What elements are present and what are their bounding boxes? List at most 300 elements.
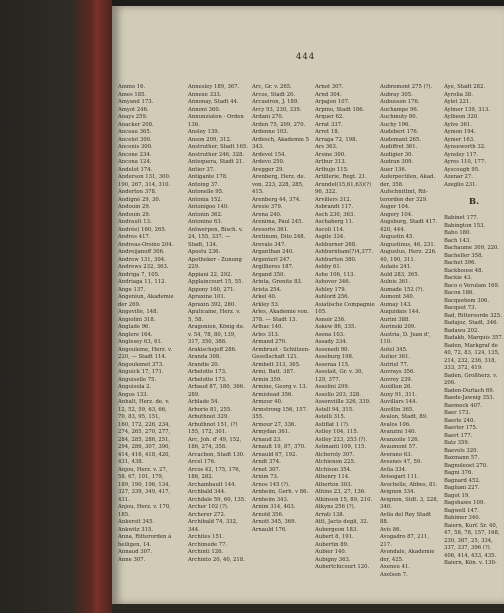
index-entry: Bacquehem 306.: [444, 297, 490, 304]
index-entry: Assonviille 326, 339.: [315, 399, 371, 405]
index-entry: der, 358.: [380, 181, 404, 188]
index-entry: Asseburg 198.: [315, 354, 354, 360]
index-entry: der 269.: [118, 301, 141, 308]
index-entry: [444, 189, 504, 197]
index-entry: Atcheroly 307.: [315, 451, 355, 458]
index-entry: Atherton 303.: [315, 481, 353, 488]
index-entry: Aubremont 275 (?).: [380, 84, 433, 90]
index-entry: Applaincourt 15, 55.: [188, 279, 244, 285]
index-entry: v. 54, 78, 80, 139,: [188, 331, 236, 338]
index-entry: Astley 104, 115.: [315, 429, 359, 435]
index-entry: Andres 417.: [118, 234, 151, 240]
index-entry: Bagliani 227.: [444, 485, 480, 491]
index-entry: Assolini 299.: [315, 384, 350, 390]
index-entry: Anstruther 246, 328.: [188, 151, 245, 158]
index-entry: Baevels 320.: [444, 447, 479, 454]
index-entry: Auxillon 26.: [380, 384, 413, 390]
index-entry: 355.: [252, 414, 264, 420]
index-entry: Aretinum, Dito 248.: [252, 234, 306, 240]
index-entry: 378. — Stadt 13.: [252, 316, 298, 323]
index-entry: Baiern, Kön. v. 130-: [444, 560, 497, 566]
index-entry: Aresio 379.: [252, 204, 283, 210]
index-entry: Baede-Jawnig 353.: [444, 395, 495, 401]
index-column-3: [252, 84, 314, 534]
index-entry: Annonay, Stadt 44.: [188, 99, 239, 105]
index-entry: Argenterl 247.: [252, 256, 292, 263]
index-entry: Archambault 144.: [188, 481, 237, 488]
index-entry: Avisogart 111.: [380, 474, 419, 480]
index-entry: 40, 72, 83, 124, 135,: [444, 350, 500, 356]
index-entry: Ascoli 114.: [315, 226, 345, 233]
index-entry: terorden der 329.: [380, 196, 428, 203]
index-entry: 415.: [252, 189, 264, 195]
index-entry: Arnaud 23.: [252, 436, 282, 443]
index-column-1: [118, 84, 182, 564]
index-entry: Arbelotte 173.: [188, 376, 227, 383]
index-entry: Backhouse 48.: [444, 267, 484, 274]
index-entry: Arc, Gr. v. 265.: [252, 84, 292, 90]
index-entry: Baden, Markgraf de: [444, 342, 498, 349]
red-binding-edge: [74, 0, 112, 613]
index-entry: Arena 240.: [252, 211, 282, 218]
index-entry: Anguiselle 75.: [118, 376, 157, 383]
index-entry: Antier 37.: [188, 166, 215, 173]
index-entry: Antonelle 95.: [188, 189, 224, 195]
index-entry: 333, 372, 419.: [444, 365, 483, 371]
index-entry: Aubergeon 183.: [315, 526, 358, 533]
index-entry: Antwerpen, Bisch. v.: [188, 226, 243, 233]
index-entry: Axelson 7.: [380, 571, 408, 578]
index-entry: Arakischejeff 286.: [188, 346, 237, 353]
index-entry: Aubertin 89.: [315, 541, 349, 548]
index-entry: Baden-Durlach 69.: [444, 387, 495, 394]
index-entry: Aubier 140.: [315, 549, 347, 555]
index-entry: Arndt 374.: [252, 459, 281, 465]
index-entry: Arbuthnot 151, (?): [188, 421, 238, 428]
index-entry: Auld 283, 365.: [380, 271, 420, 278]
index-entry: Anays 259.: [118, 114, 148, 120]
index-entry: Avochelle, Abbes, 81.: [380, 481, 438, 488]
index-entry: Anderson 131, 300.: [118, 174, 171, 180]
index-entry: Arpajon 107.: [315, 99, 350, 105]
index-entry: Aufschnittmt, Rit-: [380, 189, 428, 195]
index-entry: Andriaga 11, 112.: [118, 279, 167, 285]
index-entry: 214, 232, 236, 318,: [444, 357, 497, 364]
index-entry: Aragonien, König de.: [188, 324, 245, 330]
index-entry: Asbrandt 117.: [315, 204, 354, 210]
index-entry: Angouleme, Herz. v.: [118, 346, 173, 353]
index-entry: Astley 223, 253 (?).: [315, 436, 368, 443]
index-entry: 340.: [380, 504, 392, 510]
index-entry: 96, 322.: [315, 189, 337, 195]
index-entry: Antequera, Stadt 21.: [188, 159, 245, 165]
index-entry: Arnott 345, 369.: [252, 519, 297, 525]
index-entry: Annexe 333.: [188, 91, 222, 98]
index-entry: Anguisola 2.: [118, 384, 152, 390]
index-entry: Andouin 29.: [118, 204, 151, 210]
index-entry: Azenar 27.: [444, 174, 473, 180]
index-entry: Arkel 40.: [252, 294, 277, 300]
index-entry: Armbelt 313, 365.: [252, 361, 301, 368]
index-entry: Andouin 29.: [118, 211, 151, 218]
index-entry: Augery 104.: [380, 211, 413, 218]
index-entry: Armand 270.: [252, 339, 287, 345]
index-entry: Andrews 232, 363.: [118, 264, 169, 270]
index-entry: Arcos, Stadt 20.: [252, 91, 296, 98]
index-entry: Ayscough 95.: [444, 166, 480, 173]
index-entry: Angeville, 148.: [118, 309, 159, 315]
index-entry: Badakh, Marquis 357.: [444, 335, 504, 341]
index-entry: Ardevo 250.: [252, 159, 285, 165]
page-number: 444: [296, 52, 316, 62]
index-entry: Anacker 208.: [118, 121, 154, 128]
index-entry: Amyand 173.: [118, 99, 154, 105]
index-entry: Antonine 63.: [188, 219, 223, 225]
index-entry: Arnauld 67, 192.: [252, 451, 298, 458]
index-entry: Autriel 77.: [380, 361, 409, 368]
index-entry: Arrat 337.: [315, 121, 343, 128]
index-entry: Annunziaten - Orden: [188, 114, 244, 120]
index-column-6: [444, 84, 504, 568]
index-entry: Babo 180.: [444, 230, 472, 236]
index-entry: Antonin 362.: [188, 211, 223, 218]
index-entry: Arsine 300.: [315, 151, 346, 158]
index-entry: Stadt, 134.: [188, 241, 218, 248]
index-entry: Ayrolia 38.: [444, 91, 473, 98]
index-entry: Attl, Jacto degli, 32.: [315, 519, 369, 525]
index-entry: Archinti 126.: [188, 549, 224, 555]
index-entry: Bagni 376.: [444, 470, 474, 476]
index-entry: Assady 334.: [315, 339, 348, 345]
index-entry: Aschaberg 11.: [315, 219, 354, 225]
index-entry: Azeglio 231.: [444, 181, 478, 188]
index-entry: Anhalt, Herz. de. v.: [118, 399, 170, 405]
index-entry: Atkyns 256 (?).: [315, 504, 356, 510]
index-entry: Arnault 19, 87, 370.: [252, 444, 306, 450]
index-entry: Bacheller 358.: [444, 252, 484, 259]
index-column-4: [315, 84, 375, 572]
index-entry: Aylet 221.: [444, 99, 472, 105]
index-entry: Arden 75, 209, 270.: [252, 121, 306, 128]
index-entry: Angoulemet 373.: [118, 361, 164, 368]
index-entry: Bagnard 452.: [444, 477, 481, 484]
index-entry: Avila 334.: [380, 466, 407, 473]
index-entry: Arganthan 240.: [252, 249, 294, 255]
index-entry: Arthujo 115.: [315, 166, 349, 173]
index-entry: Auer 136.: [380, 166, 407, 173]
index-entry: Baert 177.: [444, 432, 473, 439]
index-entry: Antigante 178.: [188, 174, 228, 180]
index-entry: Ange 137.: [118, 286, 146, 293]
index-entry: Appiani 22, 292.: [188, 271, 233, 278]
index-entry: Auchy 196.: [380, 121, 411, 128]
index-entry: Audran 309.: [380, 159, 414, 165]
index-entry: Andigné 29, 30.: [118, 196, 161, 203]
index-entry: Aylbeon 320.: [444, 114, 479, 120]
index-entry: 47, 58, 78, 157, 168,: [444, 530, 500, 536]
index-entry: Antonigoo 140.: [188, 204, 229, 210]
index-entry: 284, 285, 286, 251,: [118, 436, 171, 443]
index-entry: Ashburnham(?)4,377.: [315, 249, 374, 255]
index-entry: Appony 160, 271.: [188, 286, 236, 293]
index-entry: Armydan 361.: [252, 429, 290, 435]
index-entry: Arles 313.: [252, 331, 280, 338]
index-entry: Arnot 307.: [315, 84, 344, 90]
index-entry: Bagot 19.: [444, 492, 470, 499]
index-entry: Archdale 59, 60, 135.: [188, 496, 246, 503]
index-entry: 24, 155, 337. —: [188, 234, 231, 240]
index-entry: Avaumont 57.: [380, 444, 418, 450]
index-entry: 12, 52, 59, 63, 66,: [118, 406, 167, 413]
index-entry: Arret 18.: [315, 129, 340, 135]
index-entry: Audebert 176.: [380, 129, 419, 135]
index-entry: Auvillin 365.: [380, 406, 414, 413]
index-entry: Astelli 315.: [315, 414, 346, 420]
index-entry: Apotheker - Zunung: [188, 256, 242, 263]
index-entry: Aulaiis 241.: [380, 264, 412, 270]
index-entry: Aurini 388.: [380, 316, 411, 323]
index-entry: Argand 350.: [252, 271, 286, 278]
index-entry: Avignon 334.: [380, 489, 416, 495]
index-entry: 186, 282.: [188, 474, 214, 480]
index-entry: Arista 254.: [252, 286, 282, 293]
index-entry: 274, 265, 270, 277,: [118, 429, 171, 435]
index-entry: Bad, Rittersorde 325.: [444, 312, 502, 319]
index-entry: Aubigny 363.: [315, 556, 351, 563]
index-entry: Arnold 356.: [252, 511, 284, 518]
index-entry: Annoni 360.: [188, 106, 221, 113]
index-column-5: [380, 84, 440, 579]
index-entry: Andriga 7, 105.: [118, 271, 160, 278]
index-entry: Arcy 93, 230, 339.: [252, 106, 302, 113]
index-entry: Arnheim 343.: [252, 496, 289, 503]
index-entry: Aynsley 117.: [444, 151, 479, 158]
index-entry: Anjou, Herz. v. 27,: [118, 466, 168, 473]
index-entry: 5, 58.: [188, 316, 204, 323]
index-entry: Arblade 54.: [188, 399, 220, 405]
index-entry: 344.: [188, 526, 200, 533]
index-entry: Asona 103.: [315, 331, 345, 338]
index-entry: Arnd 304.: [315, 91, 342, 98]
index-entry: 110.: [380, 339, 392, 345]
index-entry: Annaud 307.: [118, 549, 153, 555]
index-entry: Ankersit 345.: [118, 519, 155, 525]
index-entry: Babington 153.: [444, 222, 486, 229]
index-entry: Aulnis 361.: [380, 279, 411, 285]
index-entry: Bach 143.: [444, 237, 471, 244]
index-entry: 289.: [188, 391, 200, 398]
index-entry: Aubert 8, 191.: [315, 534, 354, 540]
index-entry: Bachaume 309, 220.: [444, 245, 500, 251]
index-entry: Arnim 73.: [252, 474, 279, 480]
index-entry: 155, 172, 301.: [188, 429, 227, 435]
index-entry: Baerle 240.: [444, 417, 476, 424]
index-entry: Ardani 270.: [252, 114, 284, 120]
index-entry: Anjou, Herz. v. 170,: [118, 504, 171, 510]
index-entry: Arevalo 347.: [252, 241, 287, 248]
index-entry: Apostu 236.: [188, 249, 221, 255]
index-entry: Auvillars 144.: [380, 399, 418, 405]
index-entry: Anglade 96.: [118, 324, 151, 330]
index-column-2: [188, 84, 254, 564]
index-entry: Asseraa 115.: [315, 361, 350, 368]
index-entry: 88.: [380, 519, 389, 525]
index-entry: Baiern, Kurf. Sr. 40,: [444, 522, 498, 529]
index-entry: Ardenne 103.: [252, 129, 289, 135]
index-entry: Autel 345.: [380, 346, 408, 353]
index-entry: Baxmann 57.: [444, 455, 480, 461]
index-entry: Ashlord 256.: [315, 294, 350, 300]
index-entry: Aumade 152 (?).: [380, 286, 425, 293]
index-entry: Ashe 106, 113.: [315, 271, 356, 278]
index-entry: Batz 359.: [444, 440, 470, 446]
index-entry: Armistead 356.: [252, 391, 294, 398]
index-entry: Auxy 91, 311.: [380, 391, 417, 398]
index-entry: Baerler 175.: [444, 425, 478, 431]
index-entry: Arcueiron, J. 189.: [252, 99, 299, 105]
index-entry: Apulicaine, Herz. v.: [188, 309, 241, 315]
index-entry: Andrault 13.: [118, 219, 152, 225]
index-entry: Bagshawe 109.: [444, 500, 485, 506]
index-entry: Andreas-Orsino 204.: [118, 241, 174, 248]
index-entry: Andrée) 160, 265.: [118, 226, 167, 233]
index-entry: Atkinson 15, 89, 210.: [315, 496, 373, 503]
index-entry: Arenima, Paul 245.: [252, 219, 304, 225]
index-entry: Astell 94, 315.: [315, 406, 354, 413]
index-entry: Arquer 62.: [315, 114, 344, 120]
index-entry: Archbald 344.: [188, 489, 226, 495]
index-entry: Auferpectilen, Akad.: [380, 174, 436, 180]
index-entry: Arnauld 176.: [252, 526, 287, 533]
index-entry: Armin 359.: [252, 376, 282, 383]
index-entry: Auchmuty 80.: [380, 114, 418, 120]
index-entry: Andelot 174.: [118, 166, 153, 173]
index-entry: Augustin 45.: [380, 234, 415, 240]
index-entry: 136.: [188, 121, 200, 128]
index-entry: Audigier 30.: [380, 151, 414, 158]
index-entry: Arnos 145 (?).: [252, 481, 290, 488]
index-entry: 343.: [252, 144, 264, 150]
index-entry: Axeneu 41.: [380, 564, 411, 570]
index-entry: Aurinski 209.: [380, 324, 416, 330]
index-entry: Andrew 131, 304.: [118, 256, 166, 263]
index-entry: Aubusson 176.: [380, 99, 420, 105]
index-entry: Baden, Großherz. v.: [444, 372, 498, 379]
index-entry: Armour 40.: [252, 399, 283, 405]
index-entry: 185.: [118, 511, 130, 518]
index-entry: 105.: [315, 309, 327, 315]
index-entry: Auquidais 144.: [380, 309, 421, 315]
index-entry: Assolait, Gr. v. 30,: [315, 369, 364, 375]
index-entry: Arenberg 44, 374.: [252, 196, 301, 203]
index-entry: Bagnoleoet 270.: [444, 462, 488, 469]
index-entry: Arthur 313.: [315, 159, 347, 165]
index-entry: Arundel(15,61,63)(?): [315, 181, 372, 188]
index-entry: Auchampe 96.: [380, 106, 419, 113]
index-entry: Anglere 164.: [118, 331, 153, 338]
index-entry: Bagwell 147.: [444, 507, 479, 514]
index-entry: 190, 267, 314, 310.: [118, 181, 171, 188]
section-letter-heading: B.: [468, 196, 480, 207]
index-entry: 414, 416, 418, 420,: [118, 451, 171, 458]
index-entry: Askew 86, 335.: [315, 324, 357, 330]
index-entry: Bacon 186.: [444, 290, 475, 296]
index-entry: Aubray 305.: [380, 91, 413, 98]
index-entry: Archites 151.: [188, 534, 224, 540]
index-entry: Ancona 124.: [118, 159, 152, 165]
index-entry: Antoing 37.: [188, 181, 220, 188]
index-entry: Anna, Ritterorden à: [118, 534, 172, 540]
index-entry: Athins 23, 27, 136.: [315, 489, 366, 495]
index-entry: Astiflat 1 (?).: [315, 421, 350, 428]
index-entry: Astmanti 109, 115.: [315, 444, 367, 450]
index-entry: Armi, Batt. 387.: [252, 369, 295, 375]
index-entry: Austria, D. Juan d',: [380, 331, 431, 338]
index-entry: 294, 286, 307, 390,: [118, 444, 171, 450]
index-entry: Aylve 361.: [444, 121, 472, 128]
index-entry: Badajoz, Stadt, 346.: [444, 320, 499, 326]
index-entry: Gesellschaft 121.: [252, 354, 299, 360]
index-entry: Avesnes 47, 59.: [380, 459, 422, 465]
index-entry: Baer 173.: [444, 410, 471, 416]
index-entry: Athenry 114.: [315, 474, 350, 480]
index-entry: Archerer 272.: [188, 511, 226, 518]
index-entry: Audiffret 361.: [380, 144, 418, 150]
index-entry: Arkley 53.: [252, 301, 280, 308]
index-entry: Annesley 189, 367.: [188, 84, 240, 90]
index-entry: 327, 339, 349, 417,: [118, 489, 171, 495]
index-entry: Aynseworth 32.: [444, 144, 486, 150]
index-entry: Ardevel 154.: [252, 151, 287, 158]
index-entry: Archinto 20, 40, 218.: [188, 556, 245, 563]
index-entry: Anguick 17, 171.: [118, 369, 164, 375]
index-entry: Bacquet 73.: [444, 305, 477, 311]
index-entry: 206.: [444, 380, 456, 386]
index-entry: Aumont 340.: [380, 294, 415, 300]
index-entry: Averano 63.: [380, 451, 413, 458]
index-entry: Aumay 143.: [380, 301, 412, 308]
index-entry: Aymer 163.: [444, 136, 475, 143]
index-entry: Arc, Joh. d' 49, 152,: [188, 436, 242, 443]
index-entry: 317, 350, 388.: [188, 339, 227, 345]
index-entry: Arrati 138.: [315, 511, 345, 518]
index-entry: Ancenis 300.: [118, 144, 153, 150]
index-entry: Auvrays 356.: [380, 369, 416, 375]
index-entry: Avila del Rey Stadt: [380, 511, 431, 518]
index-entry: Anceau 365.: [118, 129, 152, 135]
index-entry: Aresorto 361.: [252, 226, 289, 233]
index-entry: Ayres 110, 177.: [444, 159, 486, 165]
index-entry: Avanzoile 126.: [380, 436, 420, 443]
index-entry: Auger 104.: [380, 204, 410, 210]
index-entry: Ashley 179.: [315, 286, 347, 293]
index-entry: Assollo 203, 328.: [315, 391, 361, 398]
index-entry: Arraga 72, 198.: [315, 136, 358, 143]
index-entry: Avalon, Stadt, 89.: [380, 414, 428, 420]
index-entry: Angeniun, Akademie: [118, 294, 174, 300]
index-entry: 58, 67, 101, 179,: [118, 474, 164, 480]
index-entry: Arbuthnot 329.: [188, 414, 229, 420]
index-entry: Arandie 20.: [188, 361, 220, 368]
index-entry: Augustus, Herz. 226.: [380, 249, 437, 255]
index-entry: Aylmer 139, 313.: [444, 106, 490, 113]
index-entry: 129, 377.: [315, 376, 341, 383]
index-entry: Anderton 378.: [118, 189, 157, 195]
index-entry: Aye, Stadt 282.: [444, 84, 486, 90]
index-entry: Archibald 74, 332,: [188, 519, 238, 525]
index-entry: Arnheim, Gerh. v 86.: [252, 489, 309, 495]
index-entry: Avis 86.: [380, 526, 402, 533]
